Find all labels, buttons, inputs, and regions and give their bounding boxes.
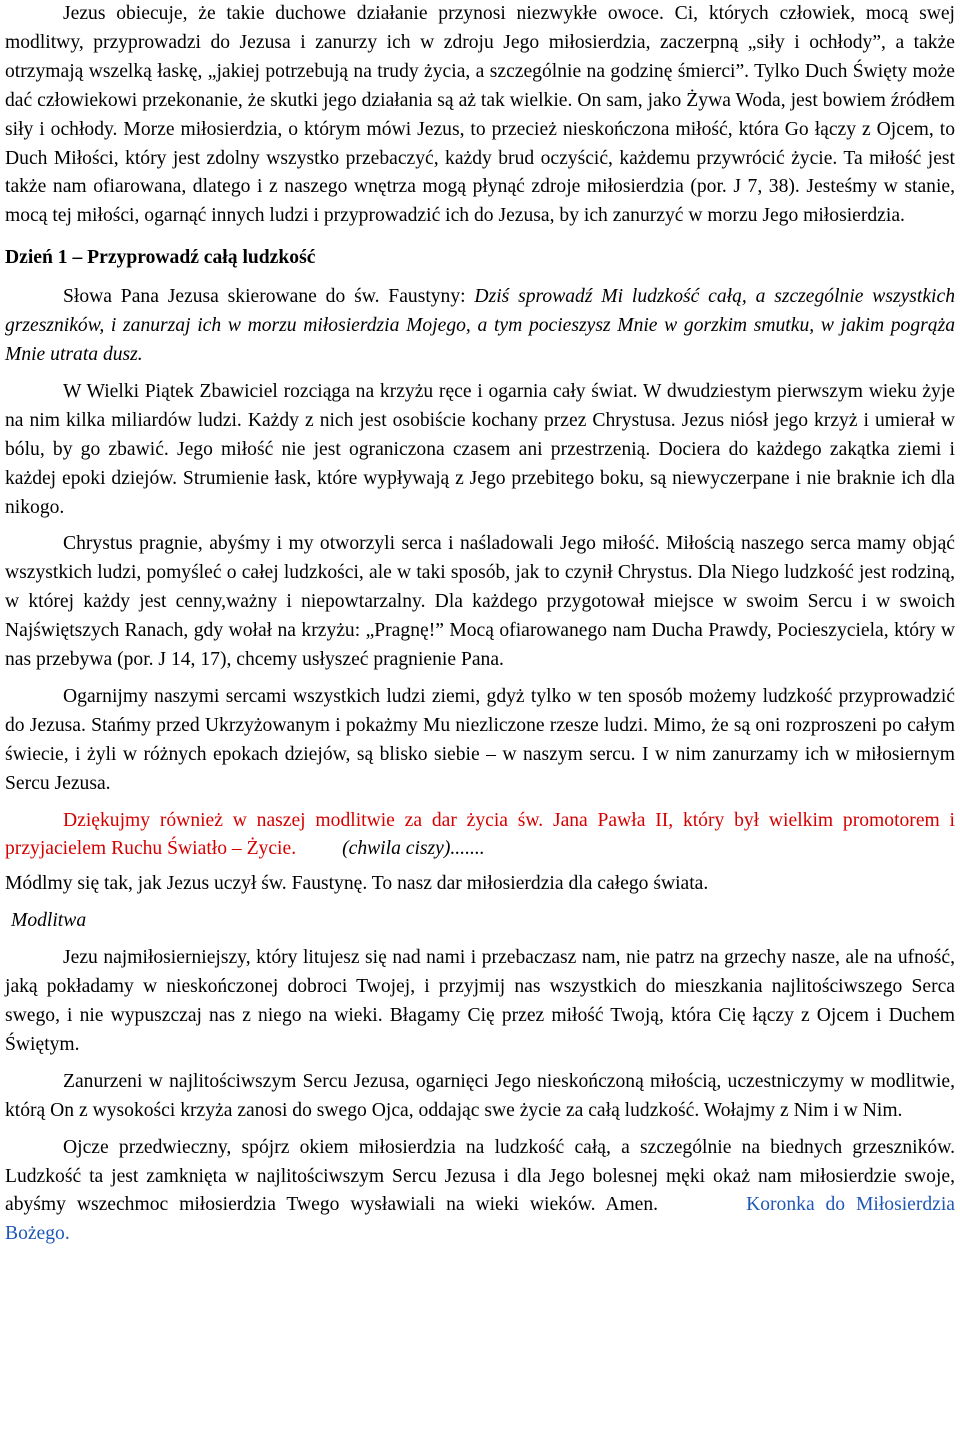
eternal-father-text: Ojcze przedwieczny, spójrz okiem miłosierdzia na ludzkość całą, a szczególnie na biednych grzeszników. Ludzkość ta jest zamknięta w najlitościwszym Sercu Jezusa i dla Jego bolesnej męki okaż nam miłosierdzie swoje, abyśmy wszechmoc miłosierdzia Twego wysławiali na wieki wieków. Amen. xyxy=(5,1136,955,1216)
immersed-paragraph: Zanurzeni w najlitościwszym Sercu Jezusa, ogarnięci Jego nieskończoną miłością, uczestniczymy w modlitwie, którą On z wysokości krzyża zanosi do swego Ojca, oddając swe życie za całą ludzkość. Wołajmy z Nim i w Nim. xyxy=(5,1070,955,1121)
embrace-people-paragraph: Ogarnijmy naszymi sercami wszystkich ludzi ziemi, gdyż tylko w ten sposób możemy ludzkość przyprowadzić do Jezusa. Stańmy przed Ukrzyżowanym i pokażmy Mu niezliczone rzesze ludzi. Mimo, że są oni rozproszeni po całym świecie, i żyli w różnych epokach dziejów, są blisko siebie – w naszym sercu. I w nim zanurzamy ich w miłosiernym Sercu Jezusa. xyxy=(5,685,955,794)
good-friday-paragraph: W Wielki Piątek Zbawiciel rozciąga na krzyżu ręce i ogarnia cały świat. W dwudziestym pierwszym wieku żyje na nim kilka miliardów ludzi. Każdy z nich jest osobiście kochany przez Chrystusa. Jezus niósł jego krzyż i umierał w bólu, by go zbawić. Jego miłość nie jest ograniczona czasem ani przestrzenią. Dociera do każdego zakątka ziemi i każdej epoki dziejów. Strumienie łask, które wypływają z Jego przebitego boku, są niewyczerpane i nie braknie ich dla nikogo. xyxy=(5,380,955,518)
prayer-paragraph: Jezu najmiłosierniejszy, który litujesz się nad nami i przebaczasz nam, nie patrz na grzechy nasze, ale na ufność, jaką pokładamy w nieskończonej dobroci Twojej, i przyjmij nas wszystkich do mieszkania najlitościwszego Serca swego, i nie wypuszczaj nas z niego na wieki. Błagamy Cię przez miłość Twoją, która Cię łączy z Ojcem i Duchem Świętym. xyxy=(5,947,955,1055)
prayer-label: Modlitwa xyxy=(11,910,87,932)
jesus-words-paragraph xyxy=(5,283,955,370)
let-us-pray-line: Módlmy się tak, jak Jezus uczył św. Faustynę. To nasz dar miłosierdzia dla całego świata. xyxy=(5,873,709,895)
day-heading: Dzień 1 – Przyprowadź całą ludzkość xyxy=(5,247,316,269)
eternal-father-paragraph xyxy=(5,1134,955,1250)
document-page xyxy=(5,0,955,1249)
silence-pause-text: (chwila ciszy)....... xyxy=(342,838,485,860)
thanksgiving-red-text: Dziękujmy również w naszej modlitwie za dar życia św. Jana Pawła II, który był wielkim promotorem i przyjacielem Ruchu Światło – Życie. xyxy=(5,809,955,860)
jesus-words-quote: Dziś sprowadź Mi ludzkość całą, a szczególnie wszystkich grzeszników, i zanurzaj ich w morzu miłosierdzia Mojego, a tym pocieszysz Mnie w gorzkim smutku, w jakim pogrąża Mnie utrata dusz. xyxy=(5,286,955,365)
thanksgiving-paragraph xyxy=(5,807,955,865)
intro-paragraph: Jezus obiecuje, że takie duchowe działanie przynosi niezwykłe owoce. Ci, których człowiek, mocą swej modlitwy, przyprowadzi do Jezusa i zanurzy ich w zdroju Jego miłosierdzia, zaczerpną „siły i ochłody”, a także otrzymają wszelką łaskę, „jakiej potrzebują na trudy życia, a szczególnie na godzinę śmierci”. Tylko Duch Święty może dać człowiekowi przekonanie, że skutki jego działania są aż tak wielkie. On sam, jako Żywa Woda, jest bowiem źródłem siły i ochłody. Morze miłosierdzia, o którym mówi Jezus, to przecież nieskończona miłość, która Go łączy z Ojcem, to Duch Miłości, który jest zdolny wszystko przebaczyć, każdy brud oczyścić, każdemu przywrócić życie. Ta miłość jest także nam ofiarowana, dlatego i z naszego wnętrza mogą płynąć zdroje miłosierdzia (por. J 7, 38). Jesteśmy w stanie, mocą tej miłości, ogarnąć innych ludzi i przyprowadzić ich do Jezusa, by ich zanurzyć w morzu Jego miłosierdzia. xyxy=(5,3,955,227)
chaplet-link[interactable]: Koronka do Miłosierdzia Bożego. xyxy=(5,1194,955,1245)
jesus-words-intro: Słowa Pana Jezusa skierowane do św. Faustyny: xyxy=(63,286,475,308)
christ-desires-paragraph: Chrystus pragnie, abyśmy i my otworzyli serca i naśladowali Jego miłość. Miłością naszego serca mamy objąć wszystkich ludzi, pomyśleć o całej ludzkości, ale w taki sposób, jak to czynił Chrystus. Dla Niego ludzkość jest rodziną, w której każdy jest cenny,ważny i niepowtarzalny. Dla każdego przygotował miejsce w swoim Sercu i w swoich Najświętszych Ranach, gdy wołał na krzyżu: „Pragnę!” Mocą ofiarowanego nam Ducha Prawdy, Pocieszyciela, który w nas przebywa (por. J 14, 17), chcemy usłyszeć pragnienie Pana. xyxy=(5,533,955,671)
